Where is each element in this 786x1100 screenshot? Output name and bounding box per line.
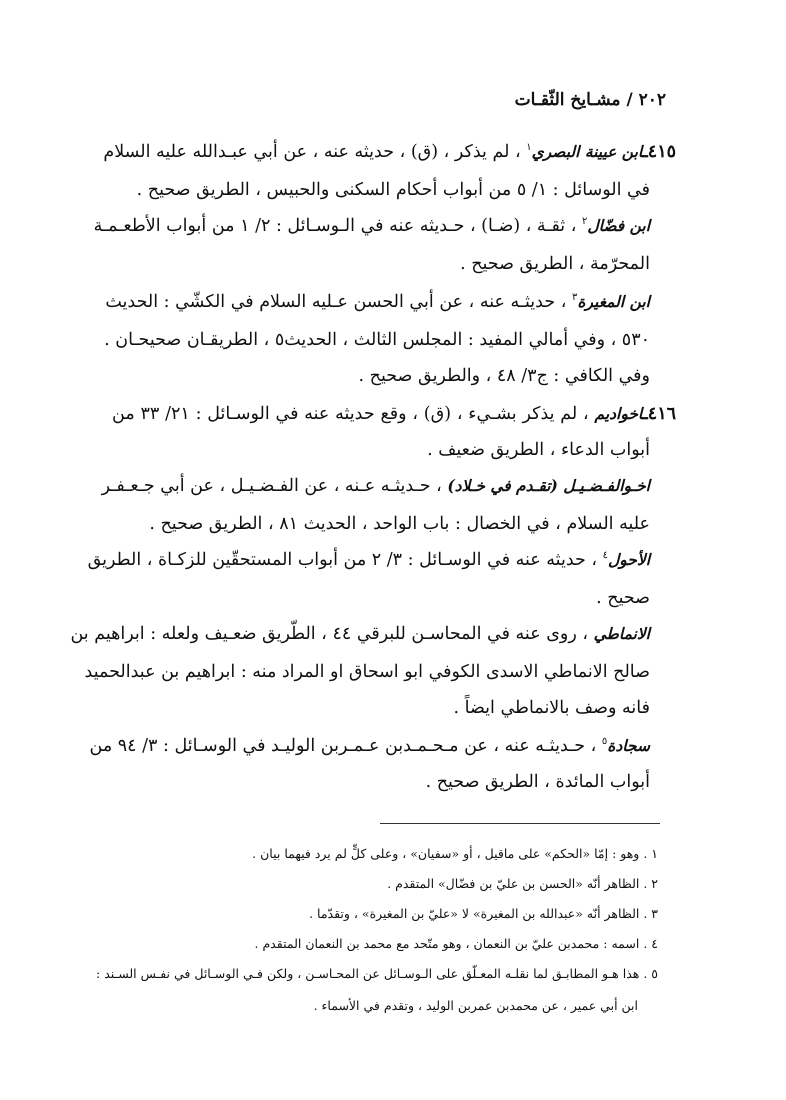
entry-text: أبواب الدعاء ، الطريق ضعيف .: [427, 440, 650, 460]
entry-anmati-line-3: [454, 698, 650, 718]
narrator-name: الانماطي: [593, 624, 650, 643]
entry-number: ٤١٦ـ: [642, 404, 676, 424]
footnote-ref: ٥: [601, 736, 608, 748]
entry-ibn-mughira-line-2: [104, 330, 650, 350]
entry-416-line-1: [112, 404, 676, 424]
entry-akhu-fudayl-line-1: [101, 476, 650, 496]
entry-anmati-line-2: [84, 662, 650, 682]
narrator-name: اخـوالفـضـيـل (تقـدم في خـلاد): [447, 476, 650, 495]
narrator-name: الأحول: [608, 550, 650, 569]
entry-sajjada-line-1: [89, 736, 650, 756]
entry-text: ، حـديثـه عنه ، عن مـحـمـدبن عـمـربن الوليـد في الوسـائل : ٣/ ٩٤ من: [89, 736, 597, 756]
entry-text: أبواب المائدة ، الطريق صحيح .: [425, 772, 650, 792]
entry-text: فانه وصف بالانماطي ايضاً .: [453, 698, 650, 718]
entry-text: صحيح .: [596, 588, 650, 608]
narrator-name: سجادة: [607, 736, 650, 755]
entry-number: ٤١٥ـ: [642, 142, 676, 162]
narrator-name: ابن عيينة البصري: [531, 142, 643, 161]
entry-ahwal-line-2: [596, 588, 650, 608]
narrator-name: ابن فضّال: [587, 216, 650, 235]
footnote-5: ٥ . هذا هـو المطابـق لما نقلـه المعـلّق على الـوسـائل عن المحـاسـن ، ولكن فـي الوسـائل في نفـس السـند :: [96, 966, 658, 981]
entry-text: وفي الكافي : ج٣/ ٤٨ ، والطريق صحيح .: [358, 366, 650, 386]
header-separator: /: [626, 90, 633, 110]
entry-sajjada-line-2: [426, 772, 650, 792]
entry-415-line-2: [137, 180, 650, 200]
entry-text: عليه السلام ، في الخصال : باب الواحد ، الحديث ٨١ ، الطريق صحيح .: [149, 514, 650, 534]
book-title: مشـايخ الثّقـات: [514, 90, 621, 110]
narrator-name: ابن المغيرة: [577, 292, 650, 311]
entry-text: ، حديثه عنه في الوسـائل : ٣/ ٢ من أبواب المستحقّين للزكـاة ، الطريق: [87, 550, 598, 570]
entry-text: ٥٣٠ ، وفي أمالي المفيد : المجلس الثالث ، الحديث٥ ، الطريقـان صحيحـان .: [104, 330, 650, 350]
footnote-divider: [380, 823, 660, 824]
footnote-5-continued: ابن أبي عمير ، عن محمدبن عمربن الوليد ، وتقدم في الأسماء .: [313, 998, 638, 1013]
entry-text: ، حديثـه عنه ، عن أبي الحسن عـليه السلام في الكشّي : الحديث: [105, 292, 567, 312]
entry-ibn-faddal-line-1: [93, 216, 650, 236]
entry-text: ، روى عنه في المحاسـن للبرقي ٤٤ ، الطّريق ضعـيف ولعله : ابراهيم بن: [70, 624, 589, 644]
entry-416-line-2: [427, 440, 650, 460]
footnote-4: ٤ . اسمه : محمدبن عليّ بن النعمان ، وهو متّحد مع محمد بن النعمان المتقدم .: [254, 936, 658, 951]
narrator-name: اخوادیم: [594, 404, 643, 423]
entry-ibn-mughira-line-1: [105, 292, 650, 312]
entry-text: المحرّمة ، الطريق صحيح .: [460, 254, 650, 274]
footnote-3: ٣ . الظاهر أنّه «عبدالله بن المغيرة» لا «عليّ بن المغيرة» ، وتقدّما .: [309, 906, 658, 921]
footnote-ref: ٣: [571, 292, 578, 304]
entry-ibn-faddal-line-2: [460, 254, 650, 274]
entry-ahwal-line-1: [87, 550, 650, 570]
footnote-ref: ٢: [581, 216, 588, 228]
entry-text: ، حـديثـه عـنه ، عن الفـضـيـل ، عن أبي جـعـفـر: [101, 476, 442, 496]
entry-text: ، ثقـة ، (ضـا) ، حـديثه عنه في الـوسـائل : ٢/ ١ من أبواب الأطعـمـة: [93, 216, 577, 236]
entry-anmati-line-1: [70, 624, 650, 644]
entry-text: صالح الانماطي الاسدى الكوفي ابو اسحاق او المراد منه : ابراهيم بن عبدالحميد: [84, 662, 650, 682]
page-number: ٢٠٢: [638, 90, 666, 110]
entry-text: في الوسائل : ١/ ٥ من أبواب أحكام السكنى والحبيس ، الطريق صحيح .: [136, 180, 650, 200]
entry-415-line-1: [103, 142, 676, 162]
entry-text: ، لم يذكر ، (ق) ، حديثه عنه ، عن أبي عبـدالله عليه السلام: [103, 142, 521, 162]
footnote-1: ١ . وهو : إمّا «الحكم» على ماقيل ، أو «سفيان» ، وعلى كلٍّ لم يرد فيهما بيان .: [252, 846, 658, 861]
page-header: [515, 90, 666, 110]
footnote-ref: ١: [526, 142, 532, 154]
entry-ibn-mughira-line-3: [359, 366, 650, 386]
entry-text: ، لم يذكر بشـيء ، (ق) ، وقع حديثه عنه في الوسـائل : ٢١/ ٣٣ من: [112, 404, 589, 424]
footnote-2: ٢ . الظاهر أنّه «الحسن بن عليّ بن فضّال» المتقدم .: [387, 876, 658, 891]
footnote-ref: ٤: [602, 550, 608, 562]
entry-akhu-fudayl-line-2: [149, 514, 650, 534]
